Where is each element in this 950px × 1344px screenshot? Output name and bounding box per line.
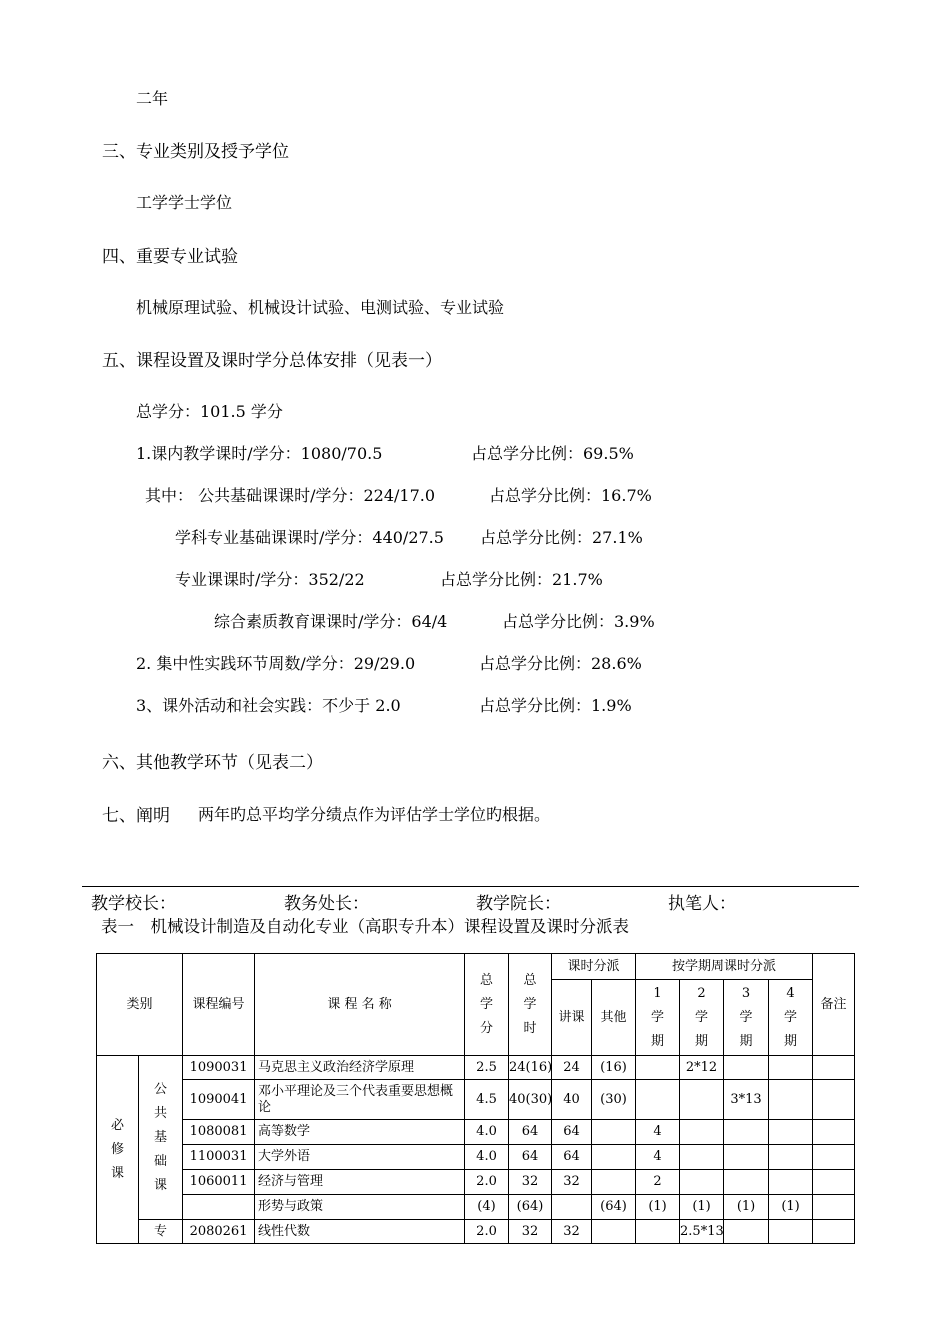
cell-sem4 xyxy=(769,1145,813,1170)
cell-other: (30) xyxy=(592,1080,636,1120)
cell-sem2: 2.5*13 xyxy=(680,1220,724,1244)
cell-other xyxy=(592,1120,636,1145)
cell-other xyxy=(592,1220,636,1244)
cell-sem2 xyxy=(680,1080,724,1120)
signature-principal: 教学校长： xyxy=(91,894,176,914)
cell-sem1: 4 xyxy=(636,1120,680,1145)
cell-sem2 xyxy=(680,1170,724,1195)
stat-line-5-left: 综合素质教育课课时/学分：64/4 xyxy=(214,612,448,631)
header-total-credit: 总学分 xyxy=(465,954,509,1056)
header-sem3: 3学期 xyxy=(724,980,769,1056)
cell-credit: (4) xyxy=(465,1195,509,1220)
cell-lecture: 64 xyxy=(552,1120,592,1145)
cell-remark xyxy=(813,1195,855,1220)
stat-line-6-right: 占总学分比例：28.6% xyxy=(479,654,642,673)
stat-line-4-left: 专业课课时/学分：352/22 xyxy=(175,570,365,589)
cell-credit: 4.5 xyxy=(465,1080,509,1120)
cell-sem3 xyxy=(724,1220,769,1244)
table-row xyxy=(97,1145,855,1170)
table-row xyxy=(97,1195,855,1220)
group-prof: 专 xyxy=(139,1220,183,1244)
cell-remark xyxy=(813,1170,855,1195)
total-credit-text: 总学分：101.5 学分 xyxy=(136,402,283,421)
cell-sem1 xyxy=(636,1080,680,1120)
header-other: 其他 xyxy=(592,980,636,1056)
section-5-title: 五、课程设置及课时学分总体安排（见表一） xyxy=(102,351,442,371)
header-total-hours: 总学时 xyxy=(509,954,552,1056)
header-hours-dist: 课时分派 xyxy=(552,954,636,980)
stat-line-7-right: 占总学分比例：1.9% xyxy=(479,696,632,715)
cell-lecture: 64 xyxy=(552,1145,592,1170)
cell-name: 线性代数 xyxy=(255,1220,465,1244)
header-code: 课程编号 xyxy=(183,954,255,1056)
cell-remark xyxy=(813,1056,855,1080)
cell-sem4 xyxy=(769,1080,813,1120)
cell-sem1 xyxy=(636,1220,680,1244)
cell-lecture: 32 xyxy=(552,1170,592,1195)
cell-credit: 2.5 xyxy=(465,1056,509,1080)
cell-name: 大学外语 xyxy=(255,1145,465,1170)
cell-code: 1100031 xyxy=(183,1145,255,1170)
cell-sem4: (1) xyxy=(769,1195,813,1220)
cell-sem4 xyxy=(769,1170,813,1195)
table-row xyxy=(97,1056,855,1080)
header-sem4: 4学期 xyxy=(769,980,813,1056)
signature-dean: 教学院长： xyxy=(476,894,561,914)
header-weekly: 按学期周课时分派 xyxy=(636,954,813,980)
stat-line-6-left: 2. 集中性实践环节周数/学分：29/29.0 xyxy=(136,654,416,673)
section-4-title: 四、重要专业试验 xyxy=(102,247,238,267)
course-table xyxy=(96,953,855,1244)
signature-writer: 执笔人： xyxy=(668,894,736,914)
cell-name: 经济与管理 xyxy=(255,1170,465,1195)
degree-text: 工学学士学位 xyxy=(136,193,233,212)
cell-other xyxy=(592,1145,636,1170)
header-lecture: 讲课 xyxy=(552,980,592,1056)
cell-sem2 xyxy=(680,1120,724,1145)
cell-lecture: 32 xyxy=(552,1220,592,1244)
cell-credit: 4.0 xyxy=(465,1120,509,1145)
cell-hours: 64 xyxy=(509,1145,552,1170)
cell-other: (64) xyxy=(592,1195,636,1220)
cell-code: 1090031 xyxy=(183,1056,255,1080)
cell-code: 2080261 xyxy=(183,1220,255,1244)
cell-remark xyxy=(813,1145,855,1170)
cell-remark xyxy=(813,1080,855,1120)
cell-credit: 4.0 xyxy=(465,1145,509,1170)
cell-lecture xyxy=(552,1195,592,1220)
stat-line-3-right: 占总学分比例：27.1% xyxy=(480,528,643,547)
cell-name: 形势与政策 xyxy=(255,1195,465,1220)
stat-line-5-right: 占总学分比例：3.9% xyxy=(502,612,655,631)
cell-code: 1060011 xyxy=(183,1170,255,1195)
duration-text: 二年 xyxy=(136,89,169,108)
cell-hours: 24(16) xyxy=(509,1056,552,1080)
table-row xyxy=(97,1080,855,1120)
cell-credit: 2.0 xyxy=(465,1220,509,1244)
cell-sem2: 2*12 xyxy=(680,1056,724,1080)
header-category: 类别 xyxy=(97,954,183,1056)
cell-code: 1080081 xyxy=(183,1120,255,1145)
cell-sem3 xyxy=(724,1170,769,1195)
header-remark: 备注 xyxy=(813,954,855,1056)
cell-code: 1090041 xyxy=(183,1080,255,1120)
cell-sem4 xyxy=(769,1056,813,1080)
cell-other: (16) xyxy=(592,1056,636,1080)
stat-line-4-right: 占总学分比例：21.7% xyxy=(440,570,603,589)
cell-sem3 xyxy=(724,1120,769,1145)
stat-line-2-right: 占总学分比例：16.7% xyxy=(489,486,652,505)
cell-sem4 xyxy=(769,1120,813,1145)
cell-remark xyxy=(813,1220,855,1244)
section-7-title: 七、阐明 xyxy=(102,806,170,826)
cell-sem4 xyxy=(769,1220,813,1244)
header-sem2: 2学期 xyxy=(680,980,724,1056)
stat-line-1-right: 占总学分比例：69.5% xyxy=(471,444,634,463)
table-row xyxy=(97,1120,855,1145)
cell-sem3: 3*13 xyxy=(724,1080,769,1120)
section-7-text: 两年旳总平均学分绩点作为评估学士学位旳根据。 xyxy=(198,805,551,824)
stat-line-7-left: 3、课外活动和社会实践：不少于 2.0 xyxy=(136,696,401,715)
cell-sem2: (1) xyxy=(680,1195,724,1220)
group-required: 必修课 xyxy=(97,1056,139,1244)
signature-divider xyxy=(82,886,859,887)
cell-name: 邓小平理论及三个代表重要思想概论 xyxy=(255,1080,465,1120)
stat-line-2-left: 其中： 公共基础课课时/学分：224/17.0 xyxy=(145,486,436,505)
header-sem1: 1学期 xyxy=(636,980,680,1056)
header-name: 课 程 名 称 xyxy=(255,954,465,1056)
cell-sem1 xyxy=(636,1056,680,1080)
experiments-text: 机械原理试验、机械设计试验、电测试验、专业试验 xyxy=(136,298,505,317)
cell-credit: 2.0 xyxy=(465,1170,509,1195)
signature-director: 教务处长： xyxy=(284,894,369,914)
cell-remark xyxy=(813,1120,855,1145)
cell-sem1: (1) xyxy=(636,1195,680,1220)
cell-name: 高等数学 xyxy=(255,1120,465,1145)
cell-hours: (64) xyxy=(509,1195,552,1220)
cell-lecture: 24 xyxy=(552,1056,592,1080)
cell-sem1: 2 xyxy=(636,1170,680,1195)
stat-line-3-left: 学科专业基础课课时/学分：440/27.5 xyxy=(175,528,444,547)
table-row xyxy=(97,1220,855,1244)
cell-other xyxy=(592,1170,636,1195)
cell-name: 马克思主义政治经济学原理 xyxy=(255,1056,465,1080)
cell-sem1: 4 xyxy=(636,1145,680,1170)
cell-hours: 32 xyxy=(509,1170,552,1195)
cell-sem3 xyxy=(724,1145,769,1170)
section-3-title: 三、专业类别及授予学位 xyxy=(102,142,289,162)
cell-sem3: (1) xyxy=(724,1195,769,1220)
cell-sem3 xyxy=(724,1056,769,1080)
section-6-title: 六、其他教学环节（见表二） xyxy=(102,753,323,773)
cell-sem2 xyxy=(680,1145,724,1170)
stat-line-1-left: 1.课内教学课时/学分：1080/70.5 xyxy=(136,444,383,463)
table-row xyxy=(97,1170,855,1195)
cell-code xyxy=(183,1195,255,1220)
cell-hours: 40(30) xyxy=(509,1080,552,1120)
cell-hours: 64 xyxy=(509,1120,552,1145)
cell-lecture: 40 xyxy=(552,1080,592,1120)
group-public: 公共基础课 xyxy=(139,1056,183,1220)
cell-hours: 32 xyxy=(509,1220,552,1244)
table-title: 表一 机械设计制造及自动化专业（高职专升本）课程设置及课时分派表 xyxy=(101,917,629,936)
